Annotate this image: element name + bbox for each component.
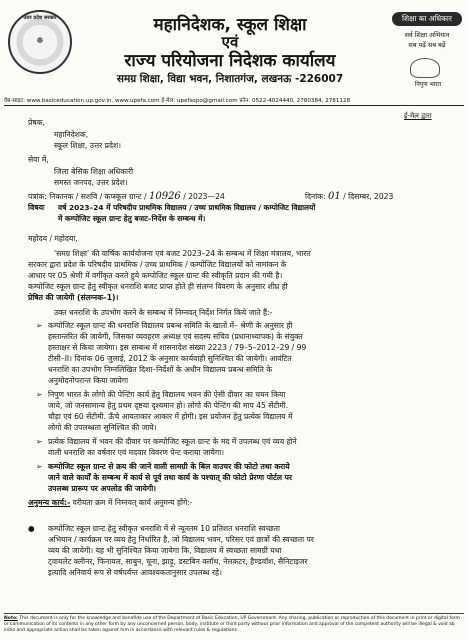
up-government-emblem	[8, 10, 72, 74]
bullet-4-line: जाने वाले कार्यों के सम्बन्ध में कार्य से पूर्व तथा कार्य के पश्चात् की फोटो प्रेरणा पोर्टल पर	[48, 473, 293, 482]
bullet-2-line: निपुण भारत के लोगो की पेन्टिंग कार्य हेतु विद्यालय भवन की ऐसी दीवार का चयन किया	[48, 390, 286, 399]
bullet-1-line: अनुमोदनोपरान्त किया जायेगा	[48, 376, 129, 385]
cleanliness-line: व्यय की जायेगी। यह भी सुनिश्चित किया जायेगा कि, विद्यालय में स्वच्छता सामग्री यथा	[48, 546, 282, 555]
bullet-2-line: जाये, जो जनसामान्य हेतु प्रथम दृष्टया दृश्यमान हो। लोगो की पेन्टिंग की माप 45 सेंटीमी.	[48, 401, 289, 410]
office-subtitle: राज्य परियोजना निदेशक कार्यालय	[124, 51, 336, 71]
bullet-2-line: चौड़ा एवं 60 सेंटीमी. ऊँचे आयताकार आकार में होगी। इस प्रयोजन हेतु प्रत्येक विद्यालय में	[48, 412, 293, 421]
cleanliness-line: इत्यादि अनिवार्य रूप से वर्षपर्यन्त आवश्यकतानुसार उपलब्ध रहे।	[48, 568, 222, 577]
bullet-marker: ➢	[36, 321, 43, 330]
bullet-1-line: हस्तान्तरित की जायेगी, जिसका व्यवहरण अध्यक्ष एवं सदस्य सचिव (प्रधानाध्यापक) के संयुक्त	[48, 332, 303, 341]
from-label: प्रेषक,	[28, 118, 45, 127]
reference-year: / 2023—24	[183, 192, 225, 201]
emblem-top-text: उत्तर प्रदेश सरकार	[23, 15, 57, 21]
permitted-works-label: अनुमन्य कार्य:-	[28, 498, 71, 507]
salutation: महोदय / महोदया,	[28, 234, 78, 243]
to-name: जिला बेसिक शिक्षा अधिकारी	[54, 167, 134, 176]
permitted-works-text: वरीयता क्रम में निम्नवत् कार्य अनुमन्य होंगे:-	[72, 498, 193, 507]
bullet-1-line: हस्ताक्षर से किया जायेगा। इस सम्बन्ध में शासनादेश संख्या 2223 / 79–5–2012–29 / 99	[48, 343, 307, 352]
cleanliness-line: कम्पोजिट स्कूल ग्रान्ट हेतु स्वीकृत धनराशि में से न्यूनतम 10 प्रतिशत धनराशि स्वच्छता	[48, 524, 280, 533]
date-label: दिनांक:	[305, 192, 326, 201]
office-title: महानिदेशक, स्कूल शिक्षा	[153, 15, 307, 35]
instructions-intro: उक्त धनराशि के उपभोग करने के सम्बन्ध में निम्नवत् निर्देश निर्गत किये जाते हैं:-	[54, 308, 273, 317]
permitted-works-line	[28, 498, 193, 508]
child-reading-icon	[410, 58, 440, 78]
date-line	[305, 191, 393, 202]
bullet-1-line: कम्पोजिट स्कूल ग्रान्ट की धनराशि विद्यालय प्रबन्ध समिति के खातों में– श्रेणी के अनुसार ही	[48, 321, 293, 330]
reference-number: 10926	[148, 191, 181, 202]
note-text: This document is only for the knowledge and bonafide use of the Department of Basic Education, UP Government. Any sharing, publication or reproduction of this document in print or digital form or communication of its contents in any other form by any unconcerned person, body, institute or third party without prior information and approval of the competent authority will be illegal & void ab initio and appropriate action shall be taken against him in accordance with relevant rules & regulations.	[4, 616, 460, 633]
cleanliness-line: ट्वायलेट क्लीनर, फिनायल, साबुन, चूना, झाड़ू, डस्टबिन क्लॉथ, नेलकटर, हैण्डवॉश, सैनिटाइजर	[48, 557, 308, 566]
paragraph-1-line: आधार पर 05 श्रेणी में वर्गीकृत करते हुये कम्पोजिट स्कूल ग्रान्ट की स्वीकृति प्रदान की गयी है।	[28, 271, 283, 280]
bullet-1-line: टीसी–II। दिनांक 06 जुलाई, 2012 के अनुसार कार्यवाही सुनिश्चित की जायेगी। आवंटित	[48, 354, 292, 363]
date-day: 01	[328, 191, 341, 202]
subject-label: विषयः	[28, 203, 45, 212]
office-address: समग्र शिक्षा, विद्या भवन, निशातगंज, लखनऊ -226007	[116, 73, 344, 85]
rte-banner: शिक्षा का अधिकार	[392, 12, 462, 26]
bullet-marker: ●	[28, 524, 35, 533]
paragraph-1-line: कम्पोजिट स्कूल ग्रान्ट हेतु स्वीकृत धनराशि बजट प्राप्त होते ही संलग्न विवरण के अनुसार शीघ्र ही	[28, 282, 288, 291]
from-name: महानिदेशक,	[54, 130, 89, 139]
to-label: सेवा में,	[28, 155, 49, 164]
header-divider	[4, 105, 464, 106]
bullet-4-line: उपलब्ध प्रारूप पर अपलोड की जायेगी।	[48, 484, 157, 493]
nipun-bharat-logo-label: निपुण भारत	[414, 81, 442, 88]
cleanliness-line: अभियान / कार्यक्रम पर व्यय हेतु निर्धारित है, जो विद्यालय भवन, परिसर एवं छात्रों की स्वच्छता पर	[48, 535, 314, 544]
paragraph-1-line: सरकार द्वारा प्रदेश के परिषदीय प्राथमिक / उच्च प्राथमिक / कम्पोजिट विद्यालयों को नामांकन के	[28, 260, 287, 269]
emblem-center-icon: ☸	[36, 36, 44, 45]
bullet-2-line: लोगो की उपलब्धता सुनिश्चित की जाये।	[48, 423, 157, 432]
bullet-marker: ➢	[36, 462, 43, 471]
paragraph-1-line: प्रेषित की जायेगी (संलग्नक–1)।	[28, 293, 119, 302]
to-scope: समस्त जनपद, उत्तर प्रदेश।	[54, 178, 128, 187]
date-rest: / दिसम्बर, 2023	[343, 192, 394, 201]
reference-label: पत्रांक: निकानक / सशवि / कप्स्कूल ग्रान्ट /	[28, 192, 147, 201]
paragraph-1-line: 'समग्र शिक्षा' की वार्षिक कार्ययोजना एवं बजट 2023–24 के सम्बन्ध में शिक्षा मंत्रालय, भारत	[54, 249, 311, 258]
subject-line-2: में कम्पोजिट स्कूल ग्रान्ट हेतु बजट–निर्देश के सम्बन्ध में।	[58, 214, 206, 223]
subject-line-1: वर्ष 2023–24 में परिषदीय प्राथमिक विद्यालय / उच्च प्राथमिक विद्यालय / कम्पोजिट विद्यालयों	[58, 203, 316, 212]
rte-slogan-1: सर्व शिक्षा अभियान	[404, 31, 450, 39]
footer-note	[4, 613, 464, 634]
bullet-marker: ➢	[36, 390, 43, 399]
bullet-1-line: धनराशि का उपभोग निम्नलिखित दिशा–निर्देशों के अधीन विद्यालय प्रबन्ध समिति के	[48, 365, 273, 374]
bullet-3-line: प्रत्येक विद्यालय में भवन की दीवार पर कम्पोजिट स्कूल ग्रान्ट के मद में उपलब्ध एवं व्यय होने	[48, 437, 297, 446]
reference-line	[28, 191, 225, 202]
from-department: स्कूल शिक्षा, उत्तर प्रदेश।	[54, 141, 122, 150]
bullet-4-line: कम्पोजिट स्कूल ग्रान्ट से क्रय की जाने वाली सामग्री के बिल वाउचर की फोटो तथा कराये	[48, 462, 290, 471]
rte-slogan-2: सब पढ़ें सब बढ़ें	[408, 41, 446, 49]
bullet-3-line: वाली धनराशि का वर्षवार एवं मदवार विवरण पेन्ट कराया जायेगा।	[48, 448, 225, 457]
contact-line: वेब-साइट: www.basiceducation.up.gov.in, www.upefa.com ई-मेल: upefaspo@gmail.com फ़ोन: 0522-4024440, 2780384, 2781128	[4, 98, 351, 104]
bullet-marker: ➢	[36, 437, 43, 446]
note-label: Note:	[4, 616, 18, 621]
office-title-conjunction: एवं	[221, 33, 239, 51]
email-delivery-tag: ई-मेल द्वारा	[404, 112, 432, 120]
